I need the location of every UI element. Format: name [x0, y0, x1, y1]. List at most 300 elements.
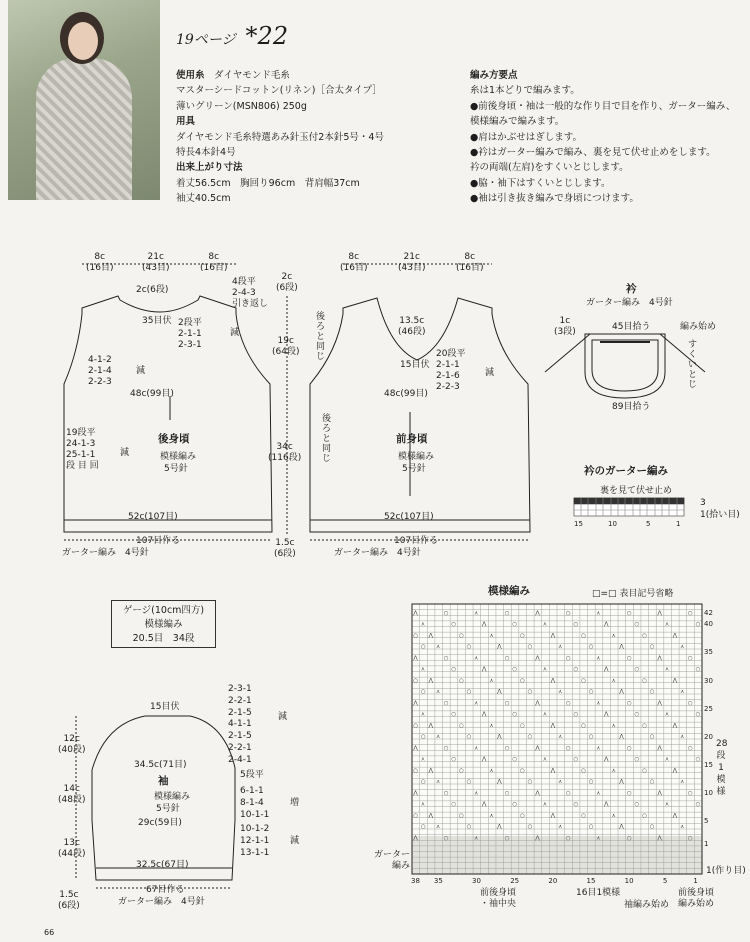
stitch-symbol: ⋏: [596, 835, 601, 842]
chart-repeat-label: 16目1模様: [576, 888, 621, 898]
stitch-symbol: ○: [565, 835, 571, 842]
chart-column-number: 15: [586, 877, 596, 885]
chart-cast-on-label: 1(作り目): [706, 866, 746, 876]
stitch-symbol: ○: [504, 700, 510, 707]
stitch-symbol: ○: [573, 756, 579, 763]
back-cast-on: 107目作る: [136, 536, 181, 546]
stitch-symbol: ⋏: [558, 644, 563, 651]
front-dim-left: 8c (16目): [340, 252, 368, 273]
stitch-symbol: ○: [451, 621, 457, 628]
stitch-symbol: ○: [443, 655, 449, 662]
back-shoulder-shaping: 4段平 2-4-3 引き返し: [232, 277, 269, 309]
back-neck-shaping: 2段平 2-1-1 2-3-1: [178, 318, 202, 350]
chart-body-start: 前後身頃 編み始め: [678, 888, 715, 909]
stitch-symbol: ○: [642, 632, 647, 639]
stitch-symbol: ○: [573, 621, 579, 628]
stitch-symbol: ○: [687, 610, 693, 617]
stitch-symbol: ○: [695, 756, 701, 763]
stitch-symbol: ○: [413, 722, 419, 729]
stitch-symbol: ⋏: [611, 812, 616, 819]
stitch-symbol: ⋀: [481, 756, 487, 763]
gauge-stitch: 模様編み: [144, 619, 183, 630]
back-hem-width: 52c(107目): [128, 512, 178, 522]
chart-center-label: 前後身頃 ・袖中央: [480, 888, 517, 909]
stitch-symbol: ○: [649, 689, 655, 696]
front-chest-width: 48c(99目): [384, 389, 428, 399]
stitch-symbol: ○: [504, 655, 510, 662]
stitch-symbol: ○: [649, 779, 655, 786]
stitch-symbol: ○: [458, 677, 464, 684]
stitch-symbol: ⋀: [619, 689, 624, 696]
stitch-symbol: ○: [573, 801, 579, 808]
stitch-symbol: ⋏: [665, 621, 670, 628]
stitch-symbol: ⋀: [497, 779, 502, 786]
sleeve-lower-length: 13c (44段): [58, 838, 86, 859]
stitch-symbol: ⋀: [672, 632, 678, 639]
front-same-as-back-2: 後ろと同じ: [322, 414, 332, 464]
dim-shoulder: 2c (6段): [276, 272, 298, 293]
stitch-symbol: ⋀: [481, 666, 487, 673]
stitch-symbol: ○: [527, 824, 533, 831]
back-hem-stitch: ガーター編み 4号針: [62, 548, 149, 558]
stitch-symbol: ⋀: [481, 711, 487, 718]
stitch-symbol: ○: [451, 711, 457, 718]
tools-line-1: ダイヤモンド毛糸特選あみ針玉付2本針5号・4号: [176, 131, 384, 143]
stitch-symbol: ⋀: [657, 655, 662, 662]
back-dim-center: 21c (43目): [142, 252, 170, 273]
stitch-symbol: ⋀: [672, 722, 678, 729]
stitch-symbol: ○: [626, 835, 632, 842]
sleeve-mid-width: 29c(59目): [138, 818, 182, 828]
stitch-symbol: ⋏: [489, 677, 494, 684]
front-neck-shaping: 20段平 2-1-1 2-1-6 2-2-3: [436, 349, 466, 392]
stitch-symbol: ○: [458, 812, 464, 819]
sleeve-increase-shaping: 6-1-1 8-1-4 10-1-1: [240, 786, 270, 820]
stitch-symbol: ○: [588, 644, 594, 651]
stitch-symbol: ⋀: [535, 745, 540, 752]
stitch-symbol: ⋏: [489, 767, 494, 774]
stitch-symbol: ○: [466, 824, 472, 831]
stitch-symbol: ○: [451, 801, 457, 808]
stitch-symbol: ⋀: [550, 677, 556, 684]
back-neck-bind-off: 35目伏: [142, 316, 172, 326]
stitch-symbol: ○: [565, 655, 571, 662]
collar-height: 1c (3段): [554, 316, 576, 337]
points-heading: 編み方要点: [470, 70, 518, 81]
stitch-symbol: ○: [443, 700, 449, 707]
stitch-symbol: ○: [642, 677, 647, 684]
stitch-symbol: ⋀: [428, 812, 433, 819]
stitch-symbol: ⋏: [558, 689, 563, 696]
stitch-symbol: ⋏: [558, 779, 563, 786]
stitch-symbol: ⋏: [611, 767, 616, 774]
front-dim-right: 8c (16目): [456, 252, 484, 273]
stitch-symbol: ○: [520, 812, 525, 819]
stitch-symbol: ○: [581, 632, 586, 639]
yarn-color: 薄いグリーン(MSN806) 250g: [176, 100, 307, 112]
stitch-symbol: ○: [512, 711, 518, 718]
back-shoulder-rows: 2c(6段): [136, 285, 169, 295]
point-line: 糸は1本どりで編みます。: [470, 85, 580, 97]
stitch-symbol: ○: [687, 790, 693, 797]
stitch-symbol: ⋏: [558, 824, 563, 831]
stitch-symbol: ○: [466, 689, 472, 696]
stitch-symbol: ⋏: [474, 835, 479, 842]
stitch-symbol: ⋀: [497, 644, 502, 651]
front-neck-decrease: 減: [485, 368, 495, 378]
stitch-symbol: ○: [527, 689, 533, 696]
stitch-symbol: ○: [466, 734, 472, 741]
stitch-symbol: ○: [520, 632, 525, 639]
point-line: ●肩はかぶせはぎします。: [470, 131, 583, 143]
chart-repeat: 28 段 1 模 様: [716, 739, 728, 797]
sleeve-upper-width: 34.5c(71目): [134, 760, 187, 770]
stitch-symbol: ○: [634, 666, 640, 673]
stitch-symbol: ⋀: [657, 745, 662, 752]
collar-garter-row3: 3: [700, 498, 706, 508]
stitch-symbol: ⋏: [611, 632, 616, 639]
page-reference: 19ページ: [176, 32, 236, 48]
stitch-symbol: ⋏: [474, 700, 479, 707]
stitch-symbol: ○: [634, 801, 640, 808]
stitch-symbol: ⋏: [665, 711, 670, 718]
sleeve-cast-on: 67目作る: [146, 885, 185, 895]
stitch-symbol: ⋀: [413, 745, 418, 752]
pattern-number: *22: [245, 22, 289, 50]
stitch-symbol: ⋀: [481, 801, 487, 808]
stitch-symbol: ⋏: [474, 745, 479, 752]
chart-row-number: 42: [704, 609, 713, 617]
stitch-symbol: ⋏: [474, 610, 479, 617]
stitch-symbol: ○: [588, 689, 594, 696]
stitch-symbol: ○: [443, 610, 449, 617]
stitch-symbol: ⋀: [481, 621, 487, 628]
collar-start: 編み始め: [680, 322, 717, 332]
stitch-symbol: ⋏: [611, 677, 616, 684]
sleeve-cap-shaping: 2-3-1 2-2-1 2-1-5 4-1-1 2-1-5 2-2-1 2-4-1: [228, 684, 252, 765]
stitch-symbol: ○: [420, 824, 426, 831]
stitch-symbol: ○: [642, 767, 647, 774]
stitch-symbol: ⋏: [542, 666, 547, 673]
gauge-title: ゲージ(10cm四方): [122, 605, 205, 616]
chart-column-number: 35: [433, 877, 443, 885]
sleeve-cuff-stitch: ガーター編み 4号針: [118, 897, 205, 907]
back-armhole-shaping: 4-1-2 2-1-4 2-2-3: [88, 355, 112, 387]
stitch-symbol: ⋏: [474, 790, 479, 797]
sleeve-decrease-shaping: 10-1-2 12-1-1 13-1-1: [240, 824, 270, 858]
stitch-symbol: ⋏: [436, 734, 441, 741]
collar-outer: [585, 334, 665, 398]
chart-column-number: 30: [472, 877, 481, 885]
stitch-symbol: ⋏: [558, 734, 563, 741]
stitch-symbol: ⋀: [657, 610, 662, 617]
stitch-symbol: ○: [649, 734, 655, 741]
stitch-symbol: ○: [451, 666, 457, 673]
sleeve-cap-height: 12c (40段): [58, 734, 86, 755]
stitch-symbol: ○: [413, 812, 419, 819]
point-line: ●袖は引き抜き編みで身頃につけます。: [470, 193, 639, 205]
stitch-symbol: ⋏: [596, 610, 601, 617]
stitch-symbol: ○: [443, 745, 449, 752]
stitch-symbol: ○: [451, 756, 457, 763]
stitch-symbol: ⋏: [596, 655, 601, 662]
stitch-symbol: ⋀: [672, 812, 678, 819]
stitch-symbol: ○: [520, 722, 525, 729]
stitch-symbol: ○: [565, 610, 571, 617]
stitch-symbol: ⋏: [420, 666, 425, 673]
stitch-symbol: ⋏: [489, 632, 494, 639]
stitch-symbol: ⋏: [436, 824, 441, 831]
size-line-1: 着丈56.5cm 胸回り96cm 背肩幅37cm: [176, 177, 360, 189]
stitch-symbol: ⋀: [413, 655, 418, 662]
stitch-symbol: ⋀: [535, 700, 540, 707]
front-hem-stitch: ガーター編み 4号針: [334, 548, 421, 558]
chart-row-number: 10: [704, 789, 713, 797]
back-body-title: 後身頃: [158, 433, 190, 445]
size-heading: 出来上がり寸法: [176, 162, 243, 174]
stitch-symbol: ⋀: [657, 700, 662, 707]
stitch-symbol: ○: [420, 779, 426, 786]
point-line: 模様編みで編みます。: [470, 116, 565, 128]
chart-title: 模様編み: [488, 585, 530, 597]
sleeve-stitch: 模様編み: [154, 792, 191, 802]
sleeve-hem-length: 1.5c (6段): [58, 890, 80, 911]
stitch-symbol: ⋀: [550, 722, 556, 729]
stitch-symbol: ○: [695, 711, 701, 718]
chart-row-number: 25: [704, 704, 713, 713]
front-hem-width: 52c(107目): [384, 512, 434, 522]
stitch-symbol: ⋏: [474, 655, 479, 662]
chart-column-number: 1: [693, 877, 698, 885]
stitch-symbol: ○: [581, 767, 586, 774]
collar-garter-row1: 1(拾い目): [700, 510, 740, 520]
yarn-brand: ダイヤモンド毛糸: [214, 70, 290, 81]
stitch-symbol: ⋀: [603, 666, 609, 673]
front-neck-bind-off: 15目伏: [400, 360, 430, 370]
page-number: 66: [44, 928, 55, 937]
stitch-symbol: ⋏: [680, 779, 685, 786]
stitch-symbol: ○: [512, 756, 518, 763]
stitch-symbol: ⋏: [680, 644, 685, 651]
sleeve-top-bind-off: 15目伏: [150, 702, 180, 712]
collar-inner: [592, 340, 658, 391]
stitch-symbol: ○: [443, 835, 449, 842]
stitch-symbol: ⋀: [413, 610, 418, 617]
stitch-symbol: ○: [504, 745, 510, 752]
stitch-symbol: ○: [458, 632, 464, 639]
stitch-symbol: ○: [504, 610, 510, 617]
stitch-symbol: ○: [466, 779, 472, 786]
stitch-symbol: ○: [581, 722, 586, 729]
stitch-symbol: ⋏: [680, 734, 685, 741]
stitch-symbol: ⋏: [665, 756, 670, 763]
front-stitch: 模様編み: [398, 452, 435, 462]
back-side-decrease: 減: [120, 448, 130, 458]
collar-garter-num: 1: [676, 520, 681, 528]
chart-row-number: 5: [704, 817, 709, 826]
dim-body: 34c (116段): [268, 442, 302, 463]
chart-row-number: 40: [704, 620, 713, 629]
stitch-symbol: ⋀: [603, 756, 609, 763]
back-stitch: 模様編み: [160, 452, 197, 462]
gauge-box: [111, 600, 216, 648]
front-neck-depth: 13.5c (46段): [398, 316, 426, 337]
sleeve-upper-length: 14c (48段): [58, 784, 86, 805]
stitch-symbol: ○: [420, 734, 426, 741]
stitch-symbol: ⋀: [550, 632, 556, 639]
sleeve-cap-decrease: 減: [278, 712, 288, 722]
stitch-symbol: ⋏: [596, 700, 601, 707]
collar-garter-num: 10: [608, 520, 617, 528]
dim-armhole: 19c (64段): [272, 336, 300, 357]
stitch-symbol: ○: [413, 677, 419, 684]
tools-heading: 用具: [176, 116, 196, 128]
stitch-symbol: ⋏: [420, 621, 425, 628]
stitch-symbol: ○: [588, 824, 594, 831]
stitch-symbol: ⋀: [535, 790, 540, 797]
stitch-symbol: ○: [687, 745, 693, 752]
collar-garter-num: 5: [646, 520, 651, 528]
stitch-symbol: ○: [420, 644, 426, 651]
stitch-symbol: ○: [573, 711, 579, 718]
chart-garter-label: ガーター 編み: [374, 850, 411, 871]
sleeve-needle: 5号針: [156, 804, 180, 814]
stitch-symbol: ⋏: [596, 745, 601, 752]
stitch-symbol: ○: [581, 677, 586, 684]
stitch-symbol: ○: [642, 722, 647, 729]
stitch-symbol: ⋀: [428, 632, 433, 639]
stitch-symbol: ⋏: [436, 689, 441, 696]
sleeve-title: 袖: [158, 775, 169, 787]
stitch-symbol: ○: [588, 779, 594, 786]
stitch-symbol: ⋀: [619, 734, 624, 741]
stitch-symbol: ○: [687, 655, 693, 662]
stitch-symbol: ⋀: [603, 801, 609, 808]
stitch-symbol: ⋀: [619, 824, 624, 831]
stitch-symbol: ⋏: [596, 790, 601, 797]
back-body-outline: [64, 296, 272, 532]
stitch-symbol: ⋀: [657, 835, 662, 842]
stitch-symbol: ⋀: [428, 677, 433, 684]
stitch-symbol: ○: [581, 812, 586, 819]
stitch-symbol: ○: [458, 767, 464, 774]
point-line: ●脇・袖下はすくいとじします。: [470, 177, 611, 189]
collar-mattress: す く い と じ: [688, 340, 698, 390]
sleeve-decrease: 減: [290, 836, 300, 846]
back-dim-right: 8c (16目): [200, 252, 228, 273]
collar-stitch: ガーター編み 4号針: [586, 298, 673, 308]
stitch-symbol: ○: [504, 835, 510, 842]
chart-row-number: 20: [704, 732, 713, 741]
collar-pick-up-back: 45目拾う: [612, 322, 651, 332]
stitch-symbol: ⋀: [603, 711, 609, 718]
stitch-symbol: ⋀: [619, 779, 624, 786]
yarn-heading: 使用糸: [176, 70, 205, 81]
back-chest-width: 48c(99目): [130, 389, 174, 399]
collar-title: 衿: [626, 283, 637, 295]
dim-hem: 1.5c (6段): [274, 538, 296, 559]
yarn-name: マスターシードコットン(リネン)［合太タイプ］: [176, 85, 382, 97]
stitch-symbol: ⋏: [489, 722, 494, 729]
stitch-symbol: ○: [420, 689, 426, 696]
point-line: ●前後身頃・袖は一般的な作り目で目を作り、ガーター編み、: [470, 100, 736, 112]
size-line-2: 袖丈40.5cm: [176, 193, 231, 205]
stitch-symbol: ○: [458, 722, 464, 729]
stitch-symbol: ○: [626, 790, 632, 797]
back-neck-decrease: 減: [230, 328, 240, 338]
stitch-symbol: ○: [512, 621, 518, 628]
stitch-symbol: ○: [565, 790, 571, 797]
stitch-symbol: ⋀: [535, 655, 540, 662]
stitch-symbol: ⋏: [420, 756, 425, 763]
stitch-symbol: ⋏: [420, 711, 425, 718]
stitch-symbol: ⋀: [535, 835, 540, 842]
back-side-shaping: 19段平 24-1-3 25-1-1 段 目 回: [66, 428, 99, 471]
stitch-symbol: ○: [695, 801, 701, 808]
chart-row-number: 1: [704, 839, 709, 848]
stitch-symbol: ⋏: [665, 801, 670, 808]
stitch-symbol: ⋀: [497, 734, 502, 741]
stitch-symbol: ⋀: [672, 677, 678, 684]
stitch-symbol: ⋀: [413, 700, 418, 707]
stitch-symbol: ⋏: [680, 824, 685, 831]
stitch-symbol: ○: [687, 835, 693, 842]
stitch-symbol: ⋏: [542, 801, 547, 808]
stitch-symbol: ⋏: [611, 722, 616, 729]
stitch-symbol: ⋀: [535, 610, 540, 617]
front-dim-center: 21c (43目): [398, 252, 426, 273]
stitch-symbol: ○: [527, 734, 533, 741]
stitch-symbol: ○: [565, 700, 571, 707]
stitch-symbol: ○: [413, 632, 419, 639]
back-dim-left: 8c (16目): [86, 252, 114, 273]
front-cast-on: 107目作る: [394, 536, 439, 546]
collar-garter-bind-off: 裏を見て伏せ止め: [600, 486, 673, 496]
point-line: 衿の両端(左肩)をすくいとじします。: [470, 162, 629, 174]
back-needle: 5号針: [164, 464, 188, 474]
stitch-symbol: ○: [634, 621, 640, 628]
sleeve-increase: 増: [290, 798, 300, 808]
stitch-symbol: ○: [649, 644, 655, 651]
stitch-symbol: ⋏: [665, 666, 670, 673]
collar-garter-title: 衿のガーター編み: [584, 465, 668, 477]
front-body-title: 前身頃: [396, 433, 428, 445]
chart-column-number: 10: [624, 877, 634, 885]
stitch-symbol: ⋏: [542, 711, 547, 718]
stitch-chart-grid: [412, 604, 702, 874]
front-same-as-back-1: 後ろと同じ: [316, 312, 326, 362]
chart-sleeve-start: 袖編み始め: [624, 900, 670, 910]
gauge-count: 20.5目 34段: [132, 633, 195, 644]
stitch-symbol: ⋀: [413, 790, 418, 797]
stitch-symbol: ○: [626, 610, 632, 617]
stitch-symbol: ○: [565, 745, 571, 752]
stitch-symbol: ○: [443, 790, 449, 797]
stitch-symbol: ○: [626, 700, 632, 707]
stitch-symbol: ○: [527, 779, 533, 786]
point-line: ●衿はガーター編みで編み、裏を見て伏せ止めをします。: [470, 147, 716, 159]
chart-row-number: 15: [704, 760, 713, 769]
stitch-symbol: ⋏: [542, 756, 547, 763]
collar-garter-num: 15: [574, 520, 583, 528]
chart-row-number: 30: [704, 676, 713, 685]
stitch-symbol: ○: [520, 677, 525, 684]
stitch-symbol: ⋀: [657, 790, 662, 797]
stitch-symbol: ⋏: [436, 779, 441, 786]
collar-pick-up-front: 89目拾う: [612, 402, 651, 412]
chart-column-number: 38: [411, 877, 420, 885]
stitch-symbol: ○: [626, 655, 632, 662]
